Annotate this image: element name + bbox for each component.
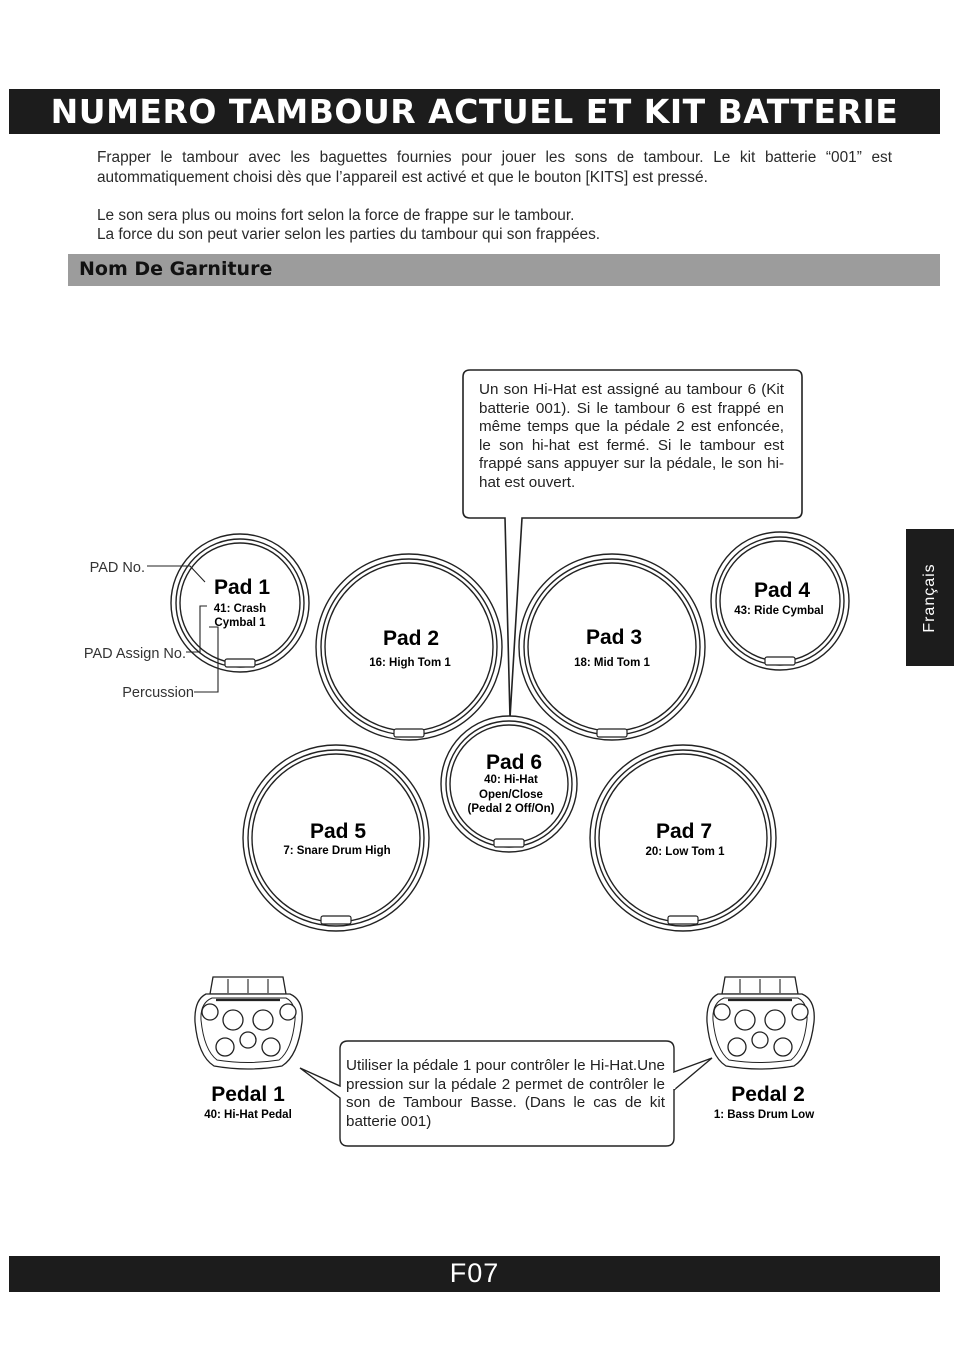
- pad-6-assign: 40: Hi-Hat: [484, 774, 538, 786]
- page-number: F07: [449, 1258, 500, 1288]
- pedal-1-sound: 40: Hi-Hat Pedal: [204, 1109, 292, 1121]
- pad-6-percussion: Open/Close: [479, 789, 543, 801]
- pad-3[interactable]: [519, 554, 705, 740]
- pad-5-name: Pad 5: [309, 820, 367, 843]
- intro-line-3: La force du son peut varier selon les parties du tambour qui son frappées.: [97, 226, 601, 243]
- pad-7-jack: [668, 916, 698, 924]
- pad-5-assign: 7: Snare Drum High: [283, 845, 391, 857]
- pad-2[interactable]: [316, 554, 502, 740]
- pad-1-jack: [225, 659, 255, 667]
- pedal-2-sound: 1: Bass Drum Low: [713, 1109, 815, 1121]
- pad-1-name: Pad 1: [213, 576, 271, 599]
- page-title: NUMERO TAMBOUR ACTUEL ET KIT BATTERIE: [50, 92, 899, 131]
- pad-7[interactable]: [590, 745, 776, 931]
- callout-top-text: Un son Hi-Hat est assigné au tambour 6 (Kit batterie 001). Si le tambour 6 est frappé en même temps que la pédale 2 est enfoncée, le son hi-hat est fermé. Si le tambour est frappé sans appuyer sur la pédale, le son hi-hat est ouvert.: [479, 381, 784, 491]
- annotation-pad-no: PAD No.: [89, 560, 145, 576]
- pad-4-jack: [765, 657, 795, 665]
- pad-4-assign: 43: Ride Cymbal: [734, 605, 824, 617]
- pad-4-name: Pad 4: [753, 579, 811, 602]
- pedal-2-name: Pedal 2: [731, 1083, 805, 1106]
- intro-line-2: Le son sera plus ou moins fort selon la force de frappe sur le tambour.: [97, 207, 575, 224]
- pad-2-jack: [394, 729, 424, 737]
- pad-7-assign: 20: Low Tom 1: [645, 846, 725, 858]
- pad-2-assign: 16: High Tom 1: [369, 657, 451, 669]
- pad-2-name: Pad 2: [382, 627, 440, 650]
- language-tab-label: Français: [921, 562, 938, 633]
- pedal-2[interactable]: [707, 977, 814, 1121]
- pad-1[interactable]: [171, 534, 309, 672]
- pad-6-name: Pad 6: [485, 751, 543, 774]
- callout-bottom-text: Utiliser la pédale 1 pour contrôler le Hi-Hat.Une pression sur la pédale 2 permet de contrôler le son de Tambour Basse. (Dans le cas de kit batterie 001): [346, 1057, 665, 1130]
- pad-3-assign: 18: Mid Tom 1: [574, 657, 650, 669]
- footer-bar: [9, 1256, 940, 1292]
- pad-5-jack: [321, 916, 351, 924]
- pad-7-name: Pad 7: [655, 820, 713, 843]
- pedal-1[interactable]: [195, 977, 302, 1121]
- annotation-pad-assign-no: PAD Assign No.: [83, 646, 186, 662]
- annotation-percussion: Percussion: [122, 685, 194, 701]
- section-title: Nom De Garniture: [79, 258, 273, 280]
- pad-1-assign: 41: Crash: [213, 603, 267, 615]
- pad-6-note: (Pedal 2 Off/On): [467, 803, 555, 815]
- pad-3-name: Pad 3: [585, 626, 643, 649]
- pad-6[interactable]: [441, 716, 577, 852]
- pedal-1-name: Pedal 1: [211, 1083, 285, 1106]
- pad-5[interactable]: [243, 745, 429, 931]
- pad-1-percussion: Cymbal 1: [214, 617, 266, 629]
- intro-paragraph-1: Frapper le tambour avec les baguettes fournies pour jouer les sons de tambour. Le kit batterie “001” est autommatiquement choisi dès que l’appareil est activé et que le bouton [KITS] est pressé.: [97, 149, 892, 186]
- pad-4[interactable]: [711, 532, 849, 670]
- pad-3-jack: [597, 729, 627, 737]
- pad-6-jack: [494, 839, 524, 847]
